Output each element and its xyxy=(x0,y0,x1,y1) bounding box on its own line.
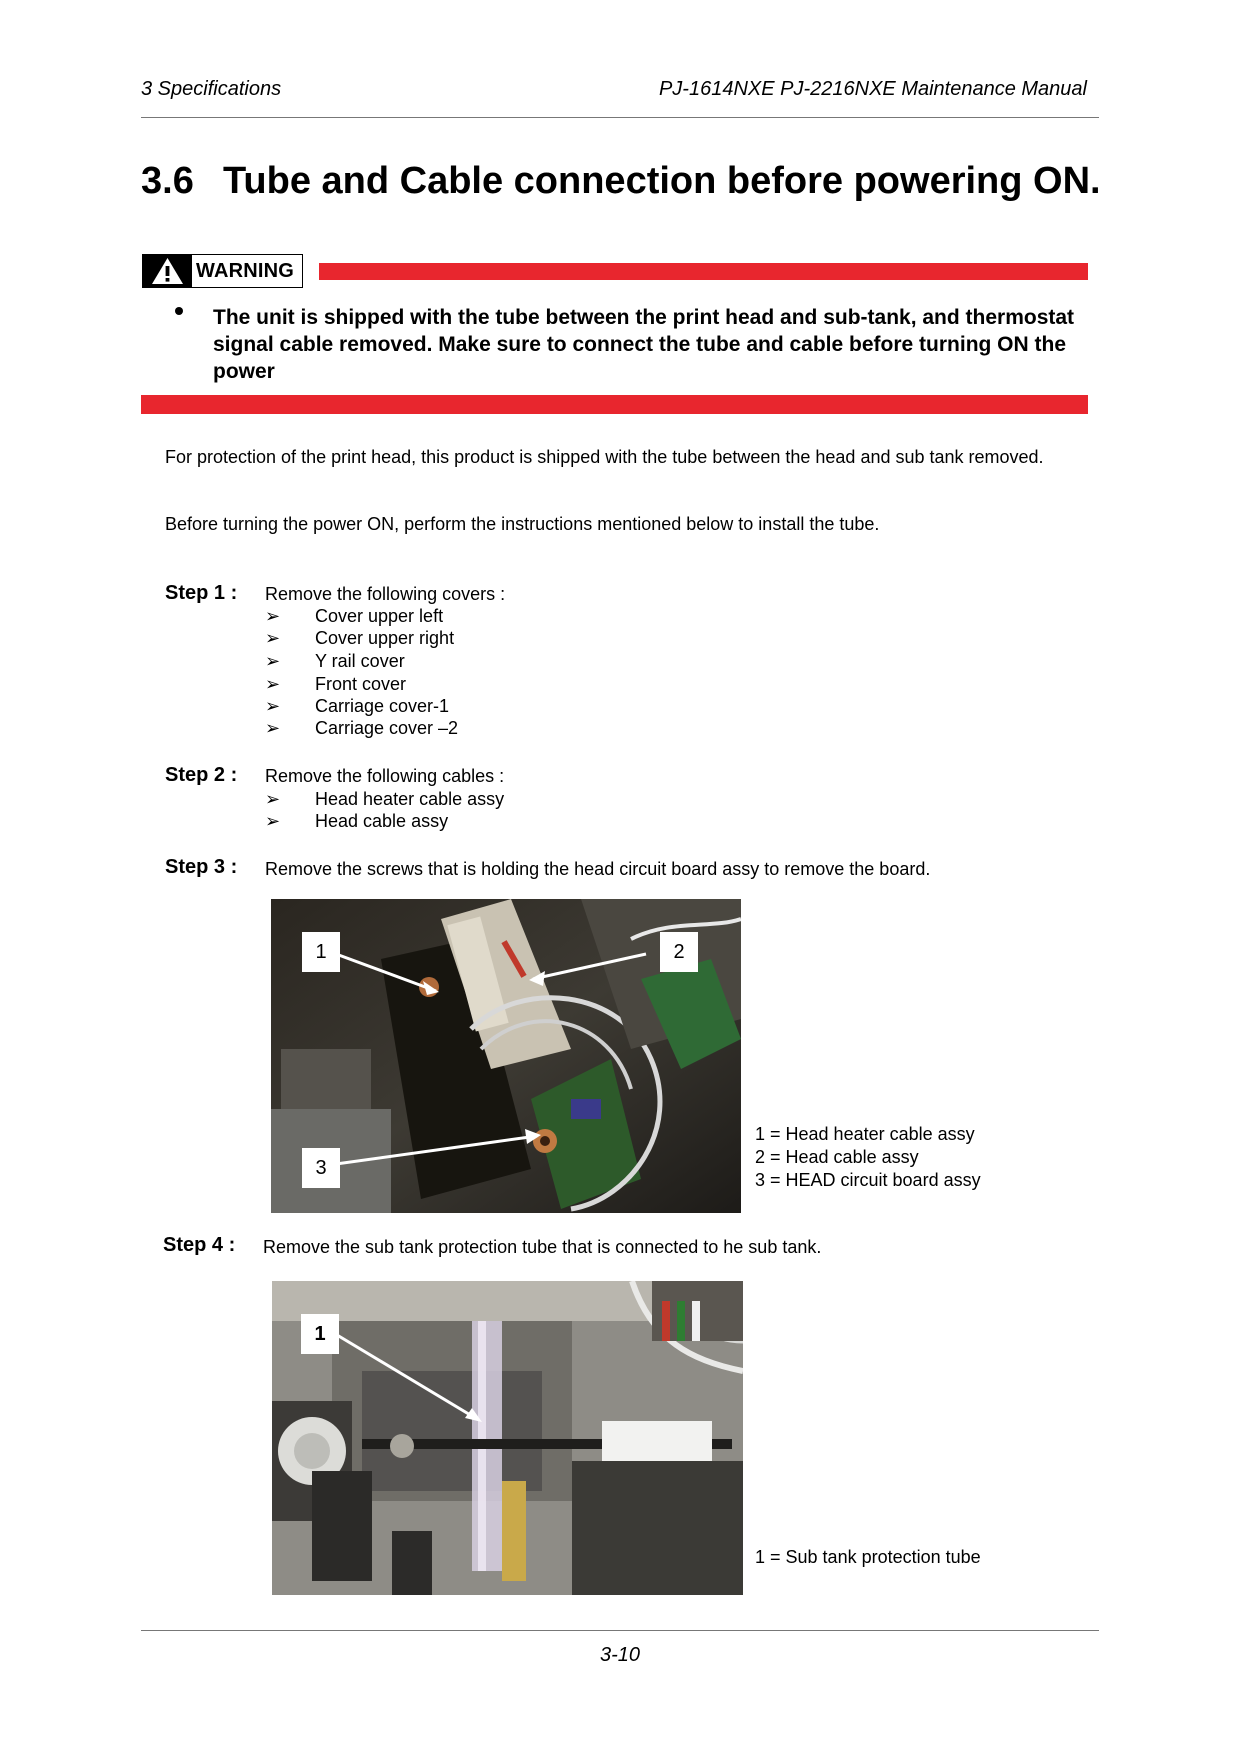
step-1-text: Remove the following covers : xyxy=(265,584,506,604)
bullet-icon xyxy=(175,307,183,315)
figure2-legend xyxy=(755,1546,981,1569)
warning-label: WARNING xyxy=(196,260,295,282)
legend-item: 2 = Head cable assy xyxy=(755,1147,919,1167)
page-title xyxy=(141,160,1101,203)
arrow-bullet-icon: ➢ xyxy=(265,628,281,648)
warning-bottom-bar xyxy=(141,395,1088,414)
warning-badge xyxy=(142,254,303,288)
step-3-text: Remove the screws that is holding the head circuit board assy to remove the board. xyxy=(265,859,931,879)
arrow-bullet-icon: ➢ xyxy=(265,718,281,738)
arrow-bullet-icon: ➢ xyxy=(265,789,281,809)
header-manual-title: PJ-1614NXE PJ-2216NXE Maintenance Manual xyxy=(658,78,1087,100)
arrow-bullet-icon: ➢ xyxy=(265,606,281,626)
page-number: 3-10 xyxy=(599,1644,641,1666)
arrow-bullet-icon: ➢ xyxy=(265,696,281,716)
step-2-label: Step 2 : xyxy=(165,764,238,786)
footer-rule xyxy=(141,1630,1099,1631)
arrow-bullet-icon: ➢ xyxy=(265,674,281,694)
callout-1: 1 xyxy=(301,1314,339,1354)
callout-2: 2 xyxy=(660,932,698,972)
legend-item: 3 = HEAD circuit board assy xyxy=(755,1170,981,1190)
section-title: Tube and Cable connection before powering ON. xyxy=(223,160,1101,202)
header-rule xyxy=(141,117,1099,118)
intro-paragraph-1: For protection of the print head, this product is shipped with the tube between the head and sub tank removed. xyxy=(165,447,1044,467)
header-section-label: 3 Specifications xyxy=(141,78,282,100)
step-2-text: Remove the following cables : xyxy=(265,766,505,786)
intro-paragraph-2: Before turning the power ON, perform the instructions mentioned below to install the tube. xyxy=(165,514,880,534)
sub-tank-photo xyxy=(272,1281,743,1595)
legend-item: 1 = Sub tank protection tube xyxy=(755,1547,981,1567)
callout-3: 3 xyxy=(302,1148,340,1188)
head-board-photo xyxy=(271,899,741,1213)
step-1-label: Step 1 : xyxy=(165,582,238,604)
arrow-bullet-icon: ➢ xyxy=(265,811,281,831)
arrow-bullet-icon: ➢ xyxy=(265,651,281,671)
step-3-label: Step 3 : xyxy=(165,856,238,878)
legend-item: 1 = Head heater cable assy xyxy=(755,1124,975,1144)
warning-triangle-icon xyxy=(143,255,192,287)
section-number: 3.6 xyxy=(141,160,194,202)
warning-text: The unit is shipped with the tube between the print head and sub-tank, and thermostat signal cable removed. Make sure to connect the tube and cable before turning ON the power xyxy=(213,306,1075,383)
step-4-label: Step 4 : xyxy=(163,1234,236,1256)
step-4-text: Remove the sub tank protection tube that is connected to he sub tank. xyxy=(263,1237,822,1257)
figure1-legend xyxy=(755,1123,981,1192)
callout-1: 1 xyxy=(302,932,340,972)
warning-top-bar xyxy=(319,263,1088,280)
